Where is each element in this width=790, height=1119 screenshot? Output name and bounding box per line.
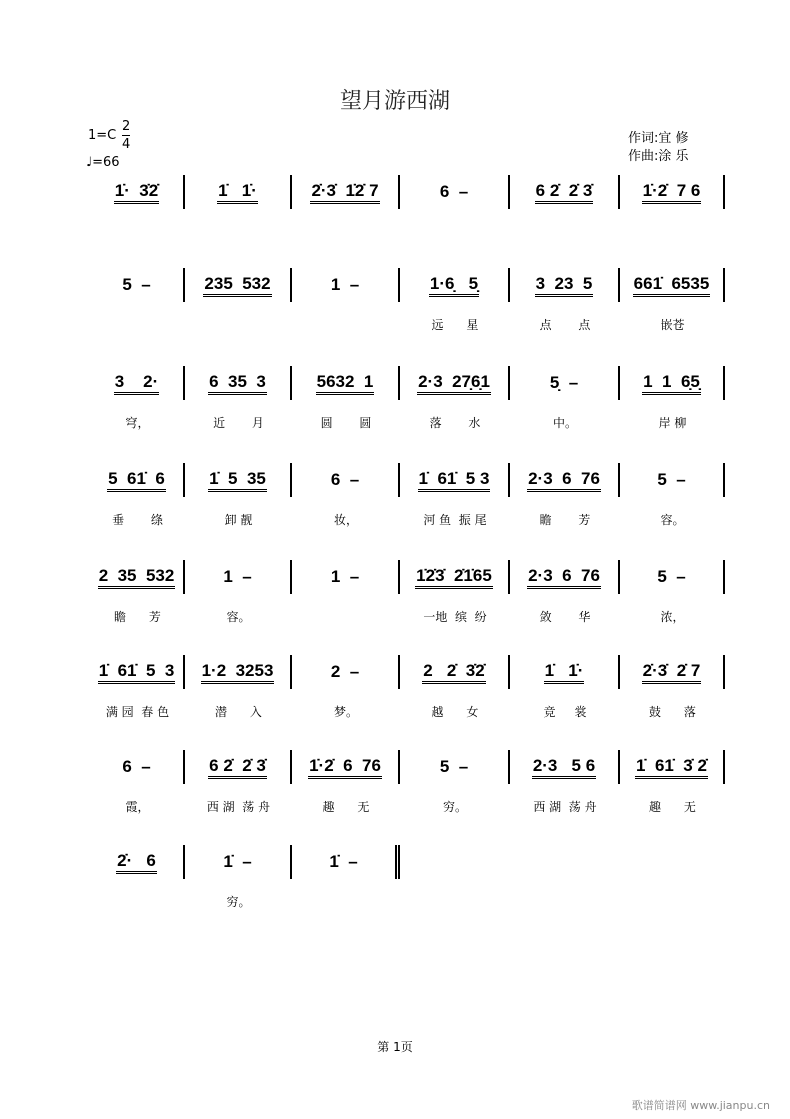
measure [292, 560, 400, 594]
measure [510, 560, 620, 594]
measure [90, 366, 185, 400]
lyric-text: 霞， [125, 800, 150, 814]
measure [90, 560, 185, 594]
measure-notes: 1̇ – [329, 852, 358, 871]
measure [620, 750, 725, 784]
measure-notes: 2·3 6 76 [527, 566, 601, 589]
measure-notes: 1 – [330, 275, 360, 294]
composer-credit: 作曲:涂 乐 [628, 149, 689, 164]
measure-notes: 1 1 6̣5̣ [642, 372, 701, 395]
measure-notes: 1̇ 61̇ 3̇ 2̇ [635, 756, 708, 779]
lyric-text: 嵌苍 [660, 318, 685, 332]
lyric-text: 卸 靓 [224, 513, 253, 527]
measure [510, 366, 620, 400]
lyric-text: 浓， [660, 610, 685, 624]
measure [292, 655, 400, 689]
lyric-text: 穹， [125, 416, 150, 430]
measure-notes: 1·6̣ 5̣ [429, 274, 479, 297]
measure [510, 655, 620, 689]
measure-notes: 235 532 [203, 274, 271, 297]
lyric-text: 趣 无 [322, 800, 370, 814]
measure-notes: 1̇ 5 35 [208, 469, 267, 492]
time-signature [122, 118, 130, 153]
lyric-text: 满 园 春 色 [105, 705, 170, 719]
lyric-text: 圆 圆 [320, 416, 372, 430]
measure [292, 463, 400, 497]
measure [400, 750, 510, 784]
measure-notes: 5 – [122, 275, 151, 294]
measure [620, 366, 725, 400]
measure [400, 366, 510, 400]
lyric-text: 越 女 [431, 705, 479, 719]
measure-notes: 6 – [122, 757, 151, 776]
lyric-text: 点 点 [539, 318, 591, 332]
measure-notes: 2·3 5 6 [532, 756, 596, 779]
measure [400, 463, 510, 497]
lyric-text: 鼓 落 [649, 705, 696, 719]
lyric-text: 瞻 芳 [114, 610, 161, 624]
measure-notes: 1̇·2̇ 7 6 [642, 181, 702, 204]
measure [292, 366, 400, 400]
lyric-text: 梦。 [333, 705, 358, 719]
page-number: 第 1页 [377, 1040, 413, 1054]
measure [620, 655, 725, 689]
measure [185, 175, 292, 209]
lyric-text: 敛 华 [539, 610, 591, 624]
measure [185, 845, 292, 879]
lyric-text: 垂 绦 [112, 513, 163, 527]
measure [185, 655, 292, 689]
measure-notes: 6 2̇ 2̇ 3̇ [535, 181, 594, 204]
measure-notes: 1̇ 61̇ 5 3 [418, 469, 491, 492]
measure-notes: 2̇· 6 [116, 851, 157, 874]
lyricist-credit: 作词:宜 修 [628, 131, 689, 146]
measure-notes: 1̇ 1̇· [544, 661, 585, 684]
lyric-text: 竞 裳 [543, 705, 587, 719]
measure-notes: 5632 1 [316, 372, 375, 395]
measure-notes: 1̇2̇3̇ 2̇1̇65 [415, 566, 493, 589]
measure-notes: 6 – [330, 470, 360, 489]
lyric-text: 西 湖 荡 舟 [533, 800, 597, 814]
time-signature-bottom: 4 [122, 137, 131, 152]
measure-notes: 2·3 27̣6̣1 [417, 372, 491, 395]
measure-notes: 1̇ 61̇ 5 3 [98, 661, 176, 684]
measure-notes: 1·2 3253 [201, 661, 275, 684]
measure [620, 268, 725, 302]
measure-notes: 2 35 532 [98, 566, 176, 589]
measure-notes: 5 – [657, 470, 686, 489]
measure-notes: 1 – [223, 567, 252, 586]
measure [90, 845, 185, 879]
measure-notes: 3 23 5 [535, 274, 594, 297]
measure [185, 366, 292, 400]
measure-notes: 5 – [657, 567, 686, 586]
lyric-text: 西 湖 荡 舟 [206, 800, 271, 814]
measure-notes: 2 – [330, 662, 360, 681]
lyric-text: 落 水 [429, 416, 481, 430]
measure [90, 268, 185, 302]
lyric-text: 岸 柳 [658, 416, 687, 430]
measure [185, 560, 292, 594]
measure-notes: 2̇·3̇ 1̇2̇ 7 [310, 181, 379, 204]
lyric-text: 趣 无 [649, 800, 696, 814]
measure-notes: 6 – [439, 182, 469, 201]
measure [185, 463, 292, 497]
measure [292, 268, 400, 302]
measure [510, 175, 620, 209]
measure [292, 845, 400, 879]
measure-notes: 1 – [330, 567, 360, 586]
measure [292, 175, 400, 209]
lyric-text: 中。 [552, 416, 577, 430]
measure-notes: 6 35 3 [208, 372, 267, 395]
measure-notes: 661̇ 6535 [633, 274, 711, 297]
measure-notes: 2̇·3̇ 2̇ 7 [642, 661, 702, 684]
measure [90, 750, 185, 784]
lyric-text: 穷。 [226, 895, 251, 909]
measure-notes: 1̇ – [223, 852, 252, 871]
measure-notes: 1̇· 3̇2̇ [114, 181, 159, 204]
measure-notes: 6 2̇ 2̇ 3̇ [208, 756, 267, 779]
measure [400, 560, 510, 594]
measure [620, 463, 725, 497]
lyric-text: 妆， [333, 513, 358, 527]
tempo-marking: ♩=66 [86, 155, 120, 170]
lyric-text: 容。 [660, 513, 685, 527]
measure-notes: 1̇·2̇ 6 76 [308, 756, 382, 779]
measure [292, 750, 400, 784]
lyric-text: 瞻 芳 [539, 513, 591, 527]
watermark: 歌谱简谱网 www.jianpu.cn [631, 1099, 770, 1112]
measure [185, 750, 292, 784]
key-signature: 1=C [88, 128, 117, 143]
song-title: 望月游西湖 [339, 89, 450, 114]
lyric-text: 穷。 [442, 800, 467, 814]
time-signature-top: 2 [122, 119, 131, 134]
lyric-text: 容。 [226, 610, 251, 624]
measure-notes: 2·3 6 76 [527, 469, 601, 492]
measure [400, 268, 510, 302]
measure [90, 175, 185, 209]
measure [510, 463, 620, 497]
measure [620, 175, 725, 209]
measure [400, 655, 510, 689]
lyric-text: 潜 入 [215, 705, 262, 719]
measure-notes: 2 2̇ 3̇2̇ [422, 661, 485, 684]
measure [90, 463, 185, 497]
measure [185, 268, 292, 302]
measure-notes: 1̇ 1̇· [217, 181, 258, 204]
measure-notes: 5 – [439, 757, 469, 776]
measure-notes: 5̣ – [549, 373, 579, 392]
measure [400, 175, 510, 209]
measure [620, 560, 725, 594]
lyric-text: 河 鱼 振 尾 [423, 513, 487, 527]
measure [510, 268, 620, 302]
lyric-text: 一地 缤 纷 [423, 610, 487, 624]
measure-notes: 5 61̇ 6 [107, 469, 166, 492]
measure-notes: 3 2· [114, 372, 159, 395]
measure [90, 655, 185, 689]
lyric-text: 远 星 [431, 318, 479, 332]
measure [510, 750, 620, 784]
lyric-text: 近 月 [213, 416, 264, 430]
